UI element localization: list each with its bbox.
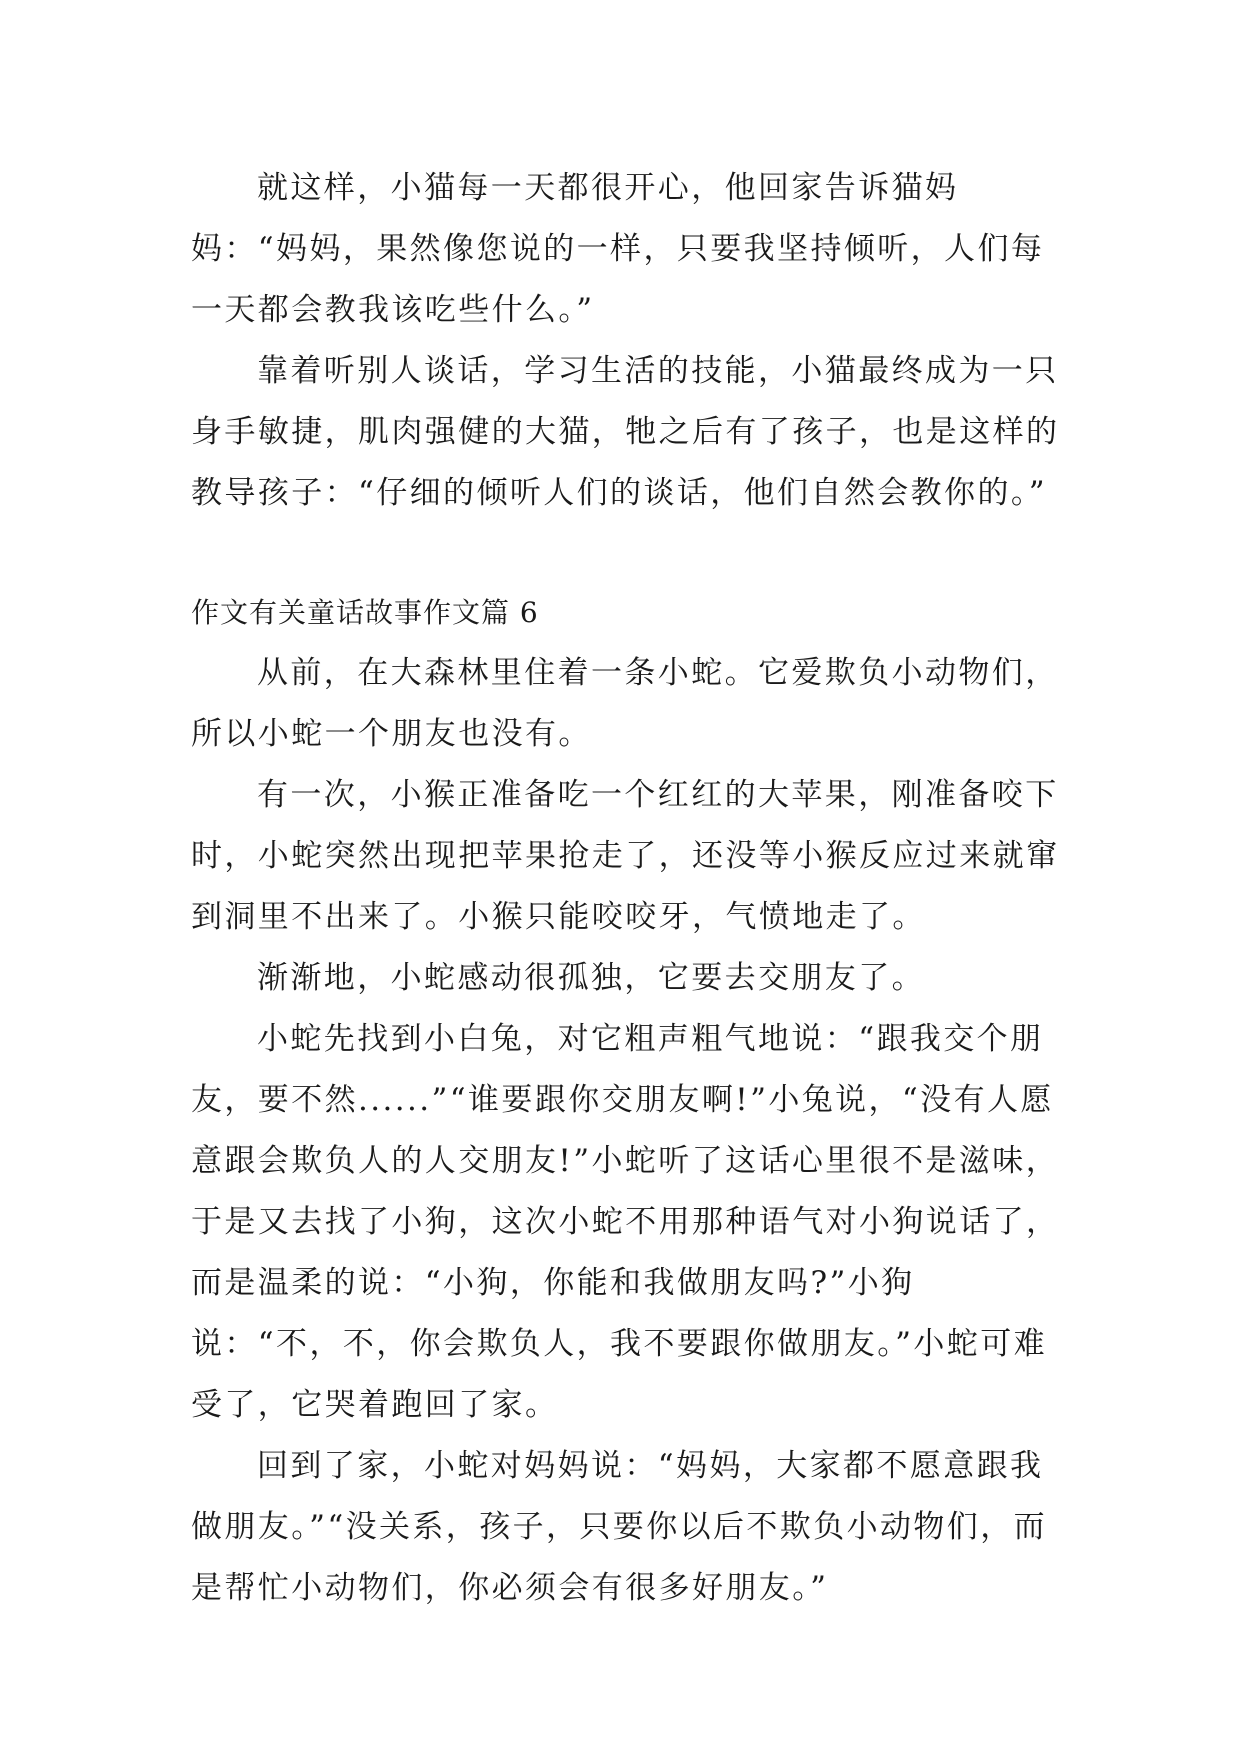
paragraph: 靠着听别人谈话，学习生活的技能，小猫最终成为一只身手敏捷，肌肉强健的大猫，牠之后有了孩子，也是这样的教导孩子：“仔细的倾听人们的谈话，他们自然会教你的。” — [191, 353, 1060, 511]
section-title: 作文有关童话故事作文篇 6 — [191, 596, 539, 629]
paragraph: 渐渐地，小蛇感动很孤独，它要去交朋友了。 — [257, 960, 925, 996]
document-body — [191, 158, 1061, 1619]
paragraph: 有一次，小猴正准备吃一个红红的大苹果，刚准备咬下时，小蛇突然出现把苹果抢走了，还没等小猴反应过来就窜到洞里不出来了。小猴只能咬咬牙，气愤地走了。 — [191, 777, 1060, 935]
paragraph: 从前，在大森林里住着一条小蛇。它爱欺负小动物们，所以小蛇一个朋友也没有。 — [191, 655, 1059, 752]
paragraph: 回到了家，小蛇对妈妈说：“妈妈，大家都不愿意跟我做朋友。”“没关系，孩子，只要你以后不欺负小动物们，而是帮忙小动物们，你必须会有很多好朋友。” — [191, 1448, 1047, 1606]
paragraph: 就这样，小猫每一天都很开心，他回家告诉猫妈妈：“妈妈，果然像您说的一样，只要我坚持倾听，人们每一天都会教我该吃些什么。” — [191, 170, 1045, 328]
paragraph: 小蛇先找到小白兔，对它粗声粗气地说：“跟我交个朋友，要不然......”“谁要跟你交朋友啊!”小兔说，“没有人愿意跟会欺负人的人交朋友!”小蛇听了这话心里很不是滋味，于是又去找了小狗，这次小蛇不用那种语气对小狗说话了，而是温柔的说：“小狗，你能和我做朋友吗?”小狗说：“不，不，你会欺负人，我不要跟你做朋友。”小蛇可难受了，它哭着跑回了家。 — [191, 1021, 1060, 1423]
